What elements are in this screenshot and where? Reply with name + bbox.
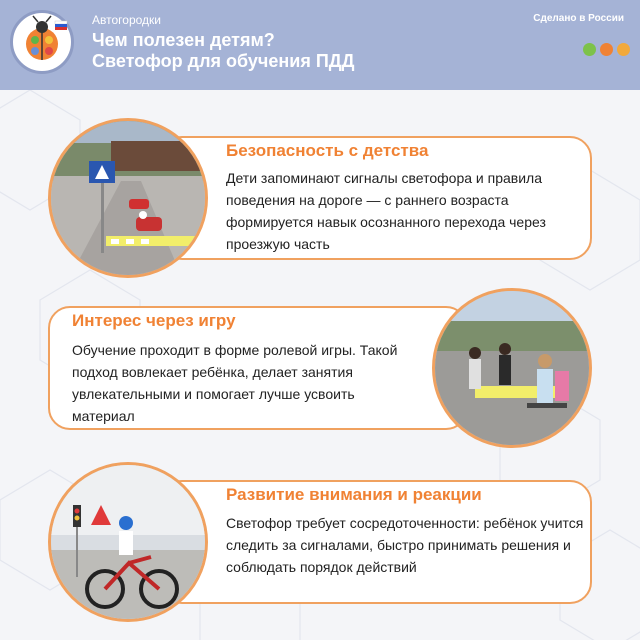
ladybug-logo-icon [10,10,74,74]
card-interest-title: Интерес через игру [72,311,236,330]
card-interest-text: Обучение проходит в форме ролевой игры. Такой подход вовлекает ребёнка, делает занятия увлекательными и помогает лучше усвоить материал [72,342,398,424]
orange-dot [600,43,613,56]
photo-kid-bicycle [48,462,208,622]
page-title [92,30,354,72]
brand-name: Автогородки [92,13,161,27]
card-attention-title: Развитие внимания и реакции [226,485,482,504]
photo-kids-playground [432,288,592,448]
yellow-dot [617,43,630,56]
status-dots [583,43,630,56]
title-line-1: Чем полезен детям? [92,30,275,50]
photo-kids-cars [48,118,208,278]
title-line-2: Светофор для обучения ПДД [92,51,355,71]
card-attention-text: Светофор требует сосредоточенности: ребёнок учится следить за сигналами, быстро принимать решения и соблюдать порядок действий [226,515,584,575]
made-in-russia-label: Сделано в России [533,13,624,24]
green-dot [583,43,596,56]
card-safety-text: Дети запоминают сигналы светофора и правила поведения на дороге — с раннего возраста формируется навык осознанного перехода через проезжую часть [226,170,546,252]
flag-icon [55,21,67,30]
card-safety-title: Безопасность с детства [226,141,429,160]
header [0,0,640,90]
